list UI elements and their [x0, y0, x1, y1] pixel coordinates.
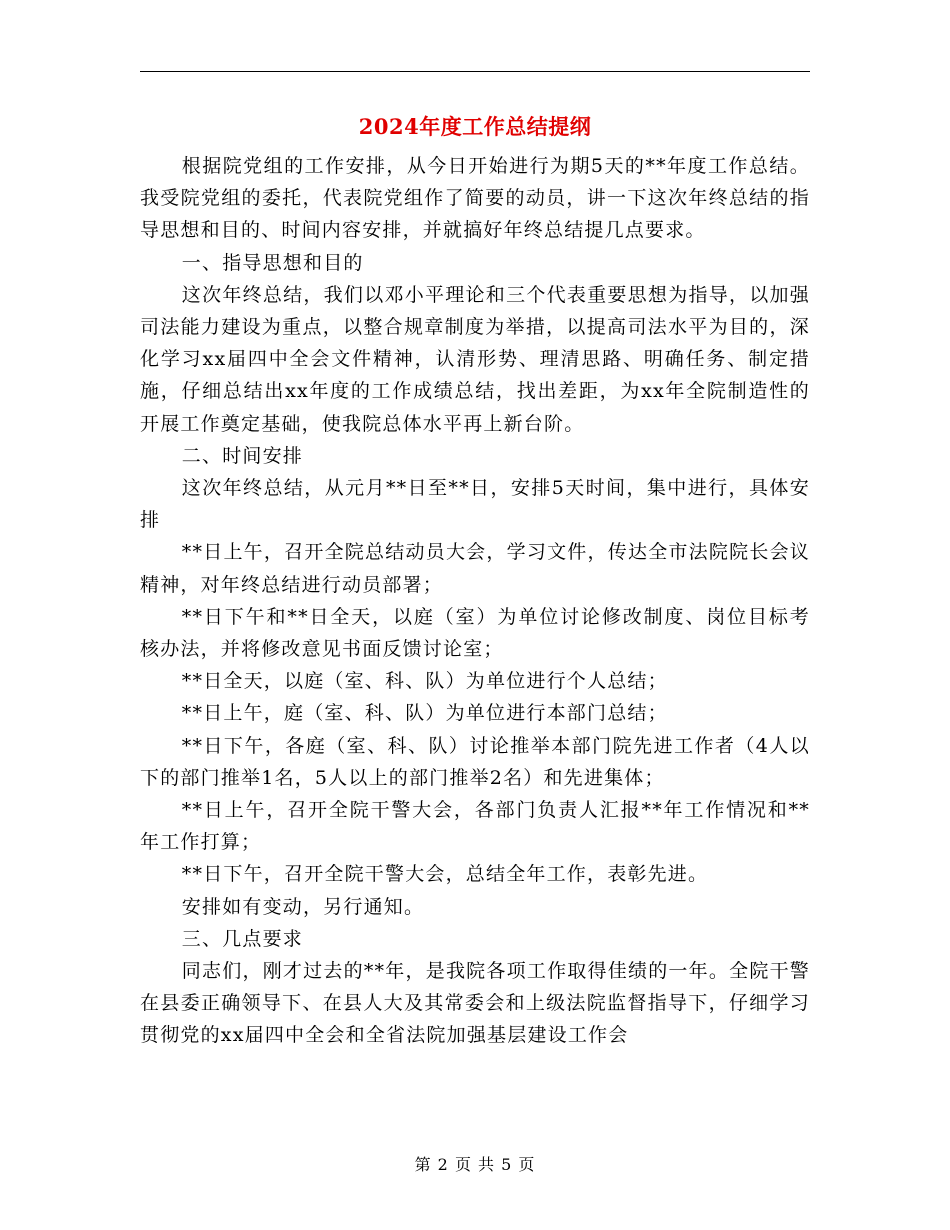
paragraph-intro: 根据院党组的工作安排，从今日开始进行为期5天的**年度工作总结。我受院党组的委托，代表院党组作了简要的动员，讲一下这次年终总结的指导思想和目的、时间内容安排，并就搞好年终总结提几点要求。	[140, 155, 810, 242]
schedule-item: **日上午，召开全院干警大会，各部门负责人汇报**年工作情况和**年工作打算；	[140, 799, 810, 854]
document-title: 2024年度工作总结提纲	[358, 114, 592, 139]
page-number: 第 2 页 共 5 页	[414, 1155, 536, 1174]
schedule-item: **日下午，召开全院干警大会，总结全年工作，表彰先进。	[181, 863, 709, 886]
section-heading-schedule: 二、时间安排	[181, 444, 303, 467]
header-rule	[140, 71, 810, 72]
schedule-note: 安排如有变动，另行通知。	[181, 895, 425, 918]
section-heading-guiding-thought: 一、指导思想和目的	[181, 251, 364, 274]
schedule-item: **日下午，各庭（室、科、队）讨论推举本部门院先进工作者（4人以下的部门推举1名，5人以上的部门推举2名）和先进集体；	[140, 734, 810, 789]
section-heading-requirements: 三、几点要求	[181, 927, 303, 950]
paragraph-schedule-overview: 这次年终总结，从元月**日至**日，安排5天时间，集中进行，具体安排	[140, 477, 810, 532]
schedule-item: **日上午，庭（室、科、队）为单位进行本部门总结；	[181, 702, 668, 725]
paragraph-requirements: 同志们，刚才过去的**年，是我院各项工作取得佳绩的一年。全院干警在县委正确领导下、在县人大及其常委会和上级法院监督指导下，仔细学习贯彻党的xx届四中全会和全省法院加强基层建设工作会	[140, 960, 810, 1047]
document-body	[140, 150, 810, 1052]
schedule-item: **日全天，以庭（室、科、队）为单位进行个人总结；	[181, 670, 668, 693]
schedule-item: **日上午，召开全院总结动员大会，学习文件，传达全市法院院长会议精神，对年终总结进行动员部署；	[140, 541, 810, 596]
paragraph-guiding-thought: 这次年终总结，我们以邓小平理论和三个代表重要思想为指导，以加强司法能力建设为重点，以整合规章制度为举措，以提高司法水平为目的，深化学习xx届四中全会文件精神，认清形势、理清思路、明确任务、制定措施，仔细总结出xx年度的工作成绩总结，找出差距，为xx年全院制造性的开展工作奠定基础，使我院总体水平再上新台阶。	[140, 283, 810, 435]
schedule-item: **日下午和**日全天，以庭（室）为单位讨论修改制度、岗位目标考核办法，并将修改意见书面反馈讨论室；	[140, 605, 810, 661]
